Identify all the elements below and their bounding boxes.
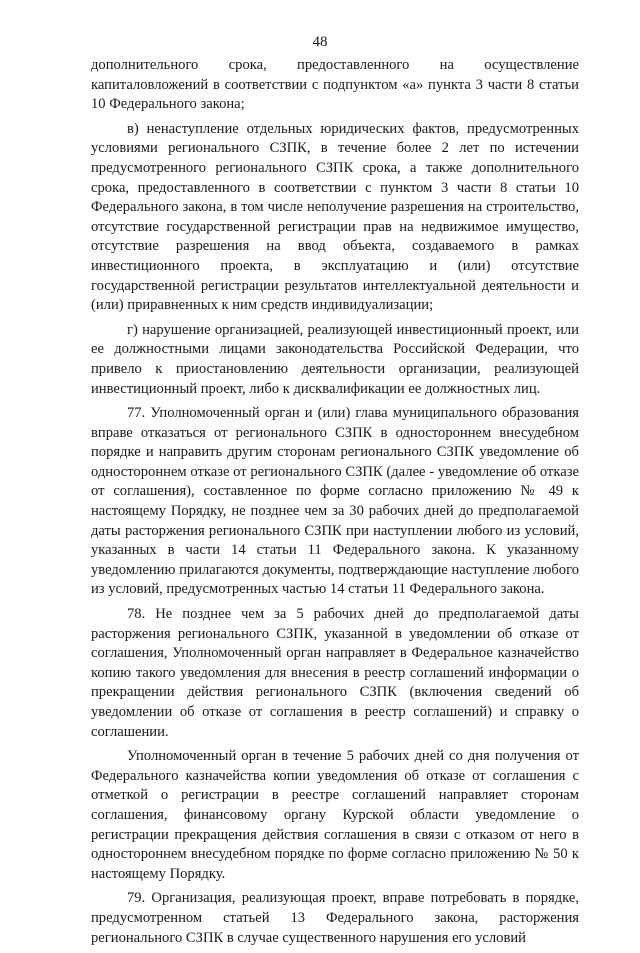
paragraph-78-notice: Уполномоченный орган в течение 5 рабочих дней со дня получения от Федерального казначейства копии уведомления об отказе от соглашения с отметкой о регистрации в реестре соглашений направляет сторонам соглашения, финансовому органу Курской области уведомление о регистрации прекращения действия соглашения в связи с отказом от него в одностороннем внесудебном порядке по форме согласно приложению № 50 к настоящему Порядку. <box>91 748 579 882</box>
page-number: 48 <box>312 34 328 50</box>
document-body <box>91 56 579 953</box>
paragraph-continuation: дополнительного срока, предоставленного на осуществление капиталовложений в соответствии с подпунктом «а» пункта 3 части 8 статьи 10 Федерального закона; <box>91 57 579 113</box>
paragraph-77: 77. Уполномоченный орган и (или) глава муниципального образования вправе отказаться от регионального СЗПК в одностороннем внесудебном порядке и направить другим сторонам регионального СЗПК уведомление об одностороннем отказе от регионального СЗПК (далее - уведомление об отказе от соглашения), составленное по форме согласно приложению № 49 к настоящему Порядку, не позднее чем за 30 рабочих дней до предполагаемой даты расторжения регионального СЗПК при наступлении любого из условий, указанных в части 14 статьи 11 Федерального закона. К указанному уведомлению прилагаются документы, подтверждающие наступление любого из условий, предусмотренных частью 14 статьи 11 Федерального закона. <box>91 405 579 598</box>
paragraph-79: 79. Организация, реализующая проект, вправе потребовать в порядке, предусмотренном статьей 13 Федерального закона, расторжения регионального СЗПК в случае существенного нарушения его условий <box>91 890 579 946</box>
paragraph-item-g: г) нарушение организацией, реализующей инвестиционный проект, или ее должностными лицами законодательства Российской Федерации, что привело к приостановлению деятельности организации, реализующей инвестиционный проект, либо к дисквалификации ее должностных лиц. <box>91 321 579 397</box>
paragraph-78: 78. Не позднее чем за 5 рабочих дней до предполагаемой даты расторжения регионального СЗПК, указанной в уведомлении об отказе от соглашения, Уполномоченный орган направляет в Федеральное казначейство копию такого уведомления для внесения в реестр соглашений информации о прекращении действия регионального СЗПК (включения сведений об уведомлении об отказе от соглашения в реестр соглашений) и справку о соглашении. <box>91 606 579 740</box>
paragraph-item-v: в) ненаступление отдельных юридических фактов, предусмотренных условиями регионального СЗПК, в течение более 2 лет по истечении предусмотренного регионального СЗПК срока, а также дополнительного срока, предоставленного в соответствии с пунктом 3 части 8 статьи 10 Федерального закона, в том числе неполучение разрешения на строительство, отсутствие государственной регистрации прав на недвижимое имущество, отсутствие разрешения на ввод объекта, создаваемого в рамках инвестиционного проекта, в эксплуатацию и (или) отсутствие государственной регистрации результатов интеллектуальной деятельности и (или) приравненных к ним средств индивидуализации; <box>91 120 579 314</box>
